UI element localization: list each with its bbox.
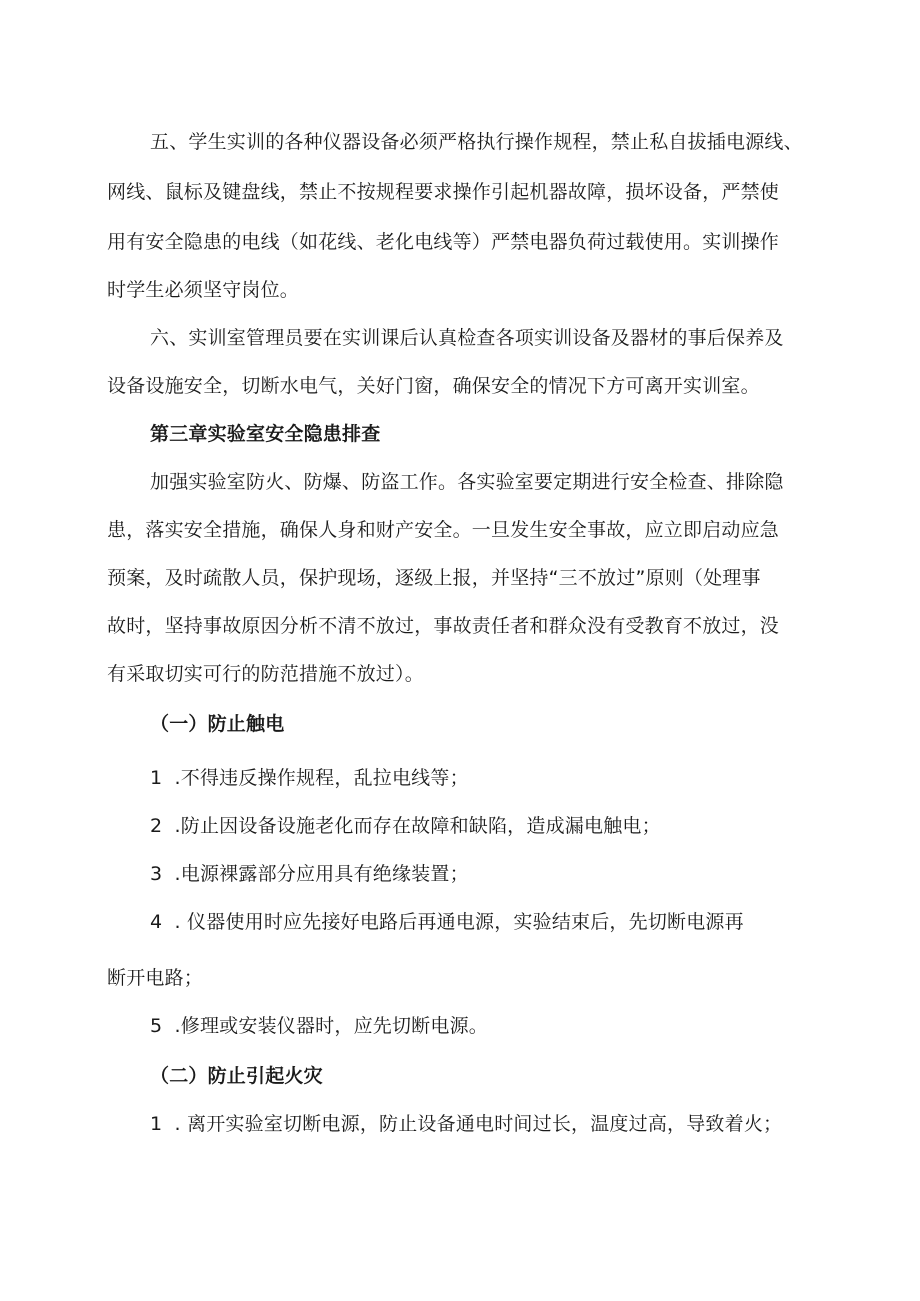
list-item-text: .修理或安装仪器时，应先切断电源。 bbox=[174, 1015, 488, 1037]
list-item-text: . 仪器使用时应先接好电路后再通电源，实验结束后，先切断电源再 bbox=[174, 911, 744, 933]
list-item-number: 3 bbox=[150, 863, 163, 885]
paragraph-5-line-3: 用有安全隐患的电线（如花线、老化电线等）严禁电器负荷过载使用。实训操作 bbox=[107, 231, 780, 253]
list-item-number: 4 bbox=[150, 911, 163, 933]
list-item-number: 1 bbox=[150, 1113, 163, 1135]
list-item-text: .不得违反操作规程，乱拉电线等； bbox=[174, 767, 469, 789]
chapter-3-intro-line-2: 患，落实安全措施，确保人身和财产安全。一旦发生安全事故，应立即启动应急 bbox=[107, 519, 780, 541]
list-item bbox=[150, 1014, 488, 1038]
paragraph-6-line-2: 设备设施安全，切断水电气，关好门窗，确保安全的情况下方可离开实训室。 bbox=[107, 375, 760, 397]
list-item bbox=[150, 814, 661, 838]
section-1-heading: （一）防止触电 bbox=[150, 713, 285, 735]
chapter-3-intro-line-4: 故时，坚持事故原因分析不清不放过，事故责任者和群众没有受教育不放过，没 bbox=[107, 615, 780, 637]
list-item-number: 5 bbox=[150, 1015, 163, 1037]
list-item bbox=[150, 910, 744, 934]
list-item-text: . 离开实验室切断电源，防止设备通电时间过长，温度过高，导致着火； bbox=[174, 1113, 783, 1135]
section-2-heading: （二）防止引起火灾 bbox=[150, 1065, 323, 1087]
paragraph-5-line-2: 网线、鼠标及键盘线，禁止不按规程要求操作引起机器故障，损坏设备，严禁使 bbox=[107, 181, 780, 203]
list-item-continuation: 断开电路； bbox=[107, 967, 204, 989]
list-item-text: .电源裸露部分应用具有绝缘装置； bbox=[174, 863, 469, 885]
list-item bbox=[150, 766, 469, 790]
list-item-text: .防止因设备设施老化而存在故障和缺陷，造成漏电触电； bbox=[174, 815, 661, 837]
chapter-3-intro-line-3: 预案，及时疏散人员，保护现场，逐级上报，并坚持“三不放过”原则（处理事 bbox=[107, 567, 761, 589]
paragraph-5-line-4: 时学生必须坚守岗位。 bbox=[107, 279, 300, 301]
list-item bbox=[150, 1112, 782, 1136]
chapter-3-intro-line-1: 加强实验室防火、防爆、防盗工作。各实验室要定期进行安全检查、排除隐 bbox=[150, 471, 784, 493]
chapter-3-intro-line-5: 有采取切实可行的防范措施不放过）。 bbox=[107, 663, 424, 685]
list-item bbox=[150, 862, 469, 886]
chapter-3-heading: 第三章实验室安全隐患排查 bbox=[150, 423, 381, 445]
list-item-number: 2 bbox=[150, 815, 163, 837]
paragraph-5-line-1: 五、学生实训的各种仪器设备必须严格执行操作规程，禁止私自拔插电源线、 bbox=[150, 131, 803, 153]
paragraph-6-line-1: 六、实训室管理员要在实训课后认真检查各项实训设备及器材的事后保养及 bbox=[150, 327, 784, 349]
list-item-number: 1 bbox=[150, 767, 163, 789]
